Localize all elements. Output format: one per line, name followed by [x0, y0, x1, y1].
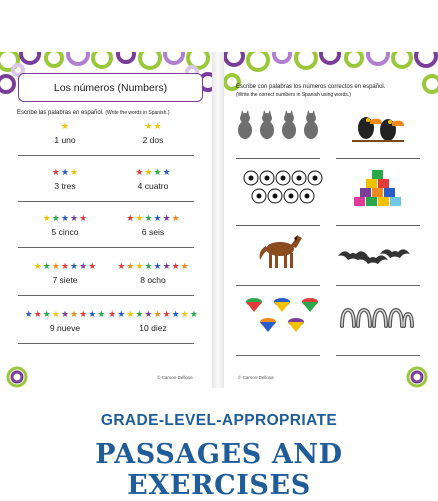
left-instruction: Escribe las palabras en español. (Write the words in Spanish.): [17, 110, 170, 116]
star-icon: ★: [189, 309, 198, 319]
star-icon: ★: [60, 261, 70, 271]
number-item: [108, 262, 198, 285]
star-icon: ★: [70, 309, 79, 319]
spinning-tops-picture: [240, 292, 326, 338]
answer-line: [336, 355, 420, 356]
answer-line: [106, 343, 194, 344]
toucans-picture: [348, 106, 408, 146]
horse-picture: [256, 232, 306, 270]
star-icon: ★: [60, 121, 70, 131]
answer-line: [106, 295, 194, 296]
star-row: [108, 214, 198, 223]
star-icon: ★: [117, 309, 126, 319]
star-icon: ★: [162, 261, 171, 271]
star-row: [20, 122, 110, 131]
answer-line: [106, 201, 194, 202]
answer-line: [236, 285, 320, 286]
star-icon: ★: [51, 167, 60, 177]
answer-line: [106, 247, 194, 248]
star-icon: ★: [33, 309, 42, 319]
answer-line: [106, 155, 194, 156]
star-icon: ★: [60, 213, 70, 223]
number-word: 5 cinco: [51, 227, 79, 237]
number-item: [20, 310, 110, 333]
star-row: [20, 310, 110, 319]
worms-picture: [338, 304, 414, 330]
corner-ring-icon: [406, 366, 428, 388]
star-icon: ★: [79, 261, 88, 271]
answer-line: [18, 247, 106, 248]
number-item: [20, 122, 110, 145]
star-icon: ★: [144, 121, 153, 131]
answer-line: [236, 158, 320, 159]
answer-line: [18, 201, 106, 202]
number-word: 10 diez: [139, 323, 167, 333]
number-word: 6 seis: [141, 227, 165, 237]
star-icon: ★: [144, 167, 153, 177]
number-word: 9 nueve: [49, 323, 81, 333]
star-icon: ★: [51, 261, 60, 271]
number-item: [108, 122, 198, 145]
worksheet-title-text: Los números (Numbers): [53, 81, 168, 94]
bats-picture: [336, 246, 412, 268]
star-icon: ★: [153, 213, 162, 223]
number-word: 1 uno: [54, 135, 76, 145]
star-icon: ★: [171, 261, 180, 271]
star-row: [108, 310, 198, 319]
star-row: [20, 262, 110, 271]
number-word: 8 ocho: [140, 275, 166, 285]
star-icon: ★: [171, 213, 180, 223]
blocks-picture: [352, 168, 404, 208]
star-icon: ★: [162, 167, 171, 177]
answer-line: [236, 355, 320, 356]
number-item: [20, 214, 110, 237]
star-icon: ★: [42, 309, 51, 319]
star-icon: ★: [108, 309, 117, 319]
star-icon: ★: [135, 309, 144, 319]
star-icon: ★: [51, 213, 60, 223]
banner-line-2: PASSAGES AND EXERCISES: [95, 439, 343, 501]
star-icon: ★: [144, 261, 153, 271]
soccer-balls-picture: [243, 168, 325, 208]
number-word: 3 tres: [54, 181, 76, 191]
star-icon: ★: [171, 309, 180, 319]
star-icon: ★: [153, 309, 162, 319]
right-instruction: Escribe con palabras los números correctos en español. (Write the correct numbers in Spanish using words.): [236, 84, 386, 98]
star-icon: ★: [126, 309, 135, 319]
answer-line: [336, 225, 420, 226]
star-row: [108, 262, 198, 271]
star-icon: ★: [24, 309, 33, 319]
number-item: [20, 262, 110, 285]
star-icon: ★: [135, 167, 144, 177]
star-icon: ★: [135, 261, 144, 271]
answer-line: [18, 343, 106, 344]
worksheet-title: [18, 73, 203, 102]
number-item: [108, 310, 198, 333]
star-icon: ★: [126, 213, 135, 223]
star-icon: ★: [162, 309, 171, 319]
star-icon: ★: [180, 309, 189, 319]
star-icon: ★: [42, 261, 51, 271]
star-icon: ★: [88, 309, 97, 319]
answer-line: [336, 285, 420, 286]
star-icon: ★: [135, 213, 144, 223]
star-icon: ★: [153, 261, 162, 271]
star-icon: ★: [60, 167, 70, 177]
star-icon: ★: [126, 261, 135, 271]
star-row: [108, 168, 198, 177]
answer-line: [236, 225, 320, 226]
cats-picture: [235, 108, 325, 142]
star-icon: ★: [180, 261, 189, 271]
star-icon: ★: [97, 309, 106, 319]
book-gutter: [212, 52, 224, 388]
left-copyright: © Carson-Dellosa: [157, 375, 193, 380]
number-item: [108, 168, 198, 191]
right-copyright: © Carson-Dellosa: [238, 375, 274, 380]
star-icon: ★: [70, 261, 79, 271]
star-icon: ★: [153, 167, 162, 177]
star-icon: ★: [33, 261, 42, 271]
star-icon: ★: [60, 309, 70, 319]
banner-line-1: GRADE-LEVEL-APPROPRIATE: [100, 412, 338, 429]
star-icon: ★: [70, 167, 79, 177]
star-icon: ★: [70, 213, 79, 223]
corner-ring-icon: [6, 366, 28, 388]
star-icon: ★: [79, 309, 88, 319]
number-item: [20, 168, 110, 191]
star-row: [20, 168, 110, 177]
star-icon: ★: [51, 309, 60, 319]
star-row: [108, 122, 198, 131]
star-icon: ★: [153, 121, 162, 131]
answer-line: [18, 155, 106, 156]
number-word: 2 dos: [142, 135, 164, 145]
star-icon: ★: [79, 213, 88, 223]
star-icon: ★: [117, 261, 126, 271]
answer-line: [336, 158, 420, 159]
number-item: [108, 214, 198, 237]
star-icon: ★: [144, 309, 153, 319]
star-icon: ★: [42, 213, 51, 223]
star-row: [20, 214, 110, 223]
star-icon: ★: [162, 213, 171, 223]
answer-line: [18, 295, 106, 296]
number-word: 7 siete: [52, 275, 78, 285]
star-icon: ★: [88, 261, 97, 271]
star-icon: ★: [144, 213, 153, 223]
number-word: 4 cuatro: [137, 181, 169, 191]
